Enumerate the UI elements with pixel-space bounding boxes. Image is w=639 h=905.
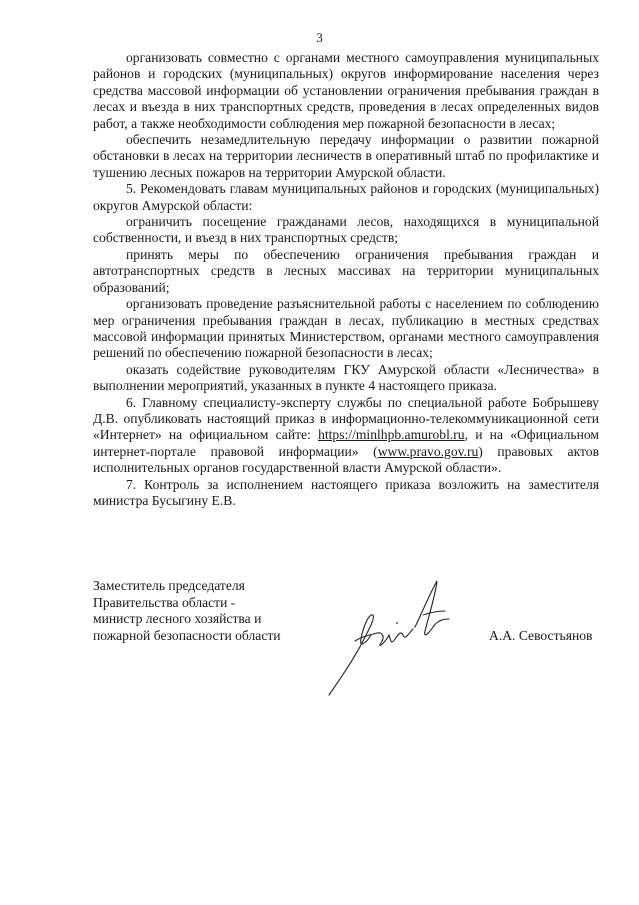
- handwritten-signature: [325, 575, 460, 700]
- paragraph-6-publish: [93, 395, 599, 477]
- signer-title-line: Правительства области -: [93, 594, 236, 610]
- paragraph-6-text-start: 6. Главному специалисту-эксперту службы по специальной работе Бобрышеву Д.В. опубликовать настоящий приказ в информационно-телекоммуникационной сети «Интернет» на официальном сайте:: [93, 394, 599, 443]
- pravo-portal-link[interactable]: www.pravo.gov.ru: [377, 443, 479, 459]
- signer-title-line: Заместитель председателя: [93, 578, 245, 593]
- paragraph-explanatory-work: организовать проведение разъяснительной работы с населением по соблюдению мер ограничения пребывания граждан в лесах, публикацию в местных средствах массовой информации принятых Министерством, органами местного самоуправления решений по обеспечению пожарной безопасности в лесах;: [93, 296, 599, 361]
- paragraph-inform-population: организовать совместно с органами местного самоуправления муниципальных районов и городских (муниципальных) округов информирование населения через средства массовой информации об установлении ограничения пребывания граждан в лесах и въезда в них транспортных средств, проведения в лесах определенных видов работ, а также необходимости соблюдения мер пожарной безопасности в лесах;: [93, 50, 599, 131]
- paragraph-6-text-middle: , и на «Официальном интернет-портале правовой информации» (: [93, 427, 599, 459]
- signer-name: А.А. Севостьянов: [489, 628, 593, 643]
- page-number: 3: [316, 30, 323, 45]
- signer-title: [93, 578, 293, 644]
- paragraph-7-control: 7. Контроль за исполнением настоящего приказа возложить на заместителя министра Бусыгину Е.В.: [93, 476, 599, 508]
- paragraph-5-recommend: 5. Рекомендовать главам муниципальных районов и городских (муниципальных) округов Амурской области:: [93, 181, 599, 213]
- paragraph-6-text-end: ) правовых актов исполнительных органов государственной власти Амурской области».: [93, 443, 599, 476]
- document-body: [93, 50, 599, 509]
- paragraph-take-measures: принять меры по обеспечению ограничения пребывания граждан и автотранспортных средств в лесных массивах на территории муниципальных образований;: [93, 246, 599, 295]
- paragraph-restrict-visits: ограничить посещение гражданами лесов, находящихся в муниципальной собственности, и въезд в них транспортных средств;: [93, 214, 599, 246]
- signer-title-line: министр лесного хозяйства и: [93, 611, 262, 627]
- ministry-website-link[interactable]: https://minlhpb.amurobl.ru: [318, 427, 465, 443]
- signer-title-line: пожарной безопасности области: [93, 627, 281, 643]
- paragraph-assist-forestry: оказать содействие руководителям ГКУ Амурской области «Лесничества» в выполнении мероприятий, указанных в пункте 4 настоящего приказа.: [93, 361, 599, 394]
- paragraph-transfer-information: обеспечить незамедлительную передачу информации о развитии пожарной обстановки в лесах на территории лесничеств в оперативный штаб по профилактике и тушению лесных пожаров на территории Амурской области.: [93, 132, 599, 180]
